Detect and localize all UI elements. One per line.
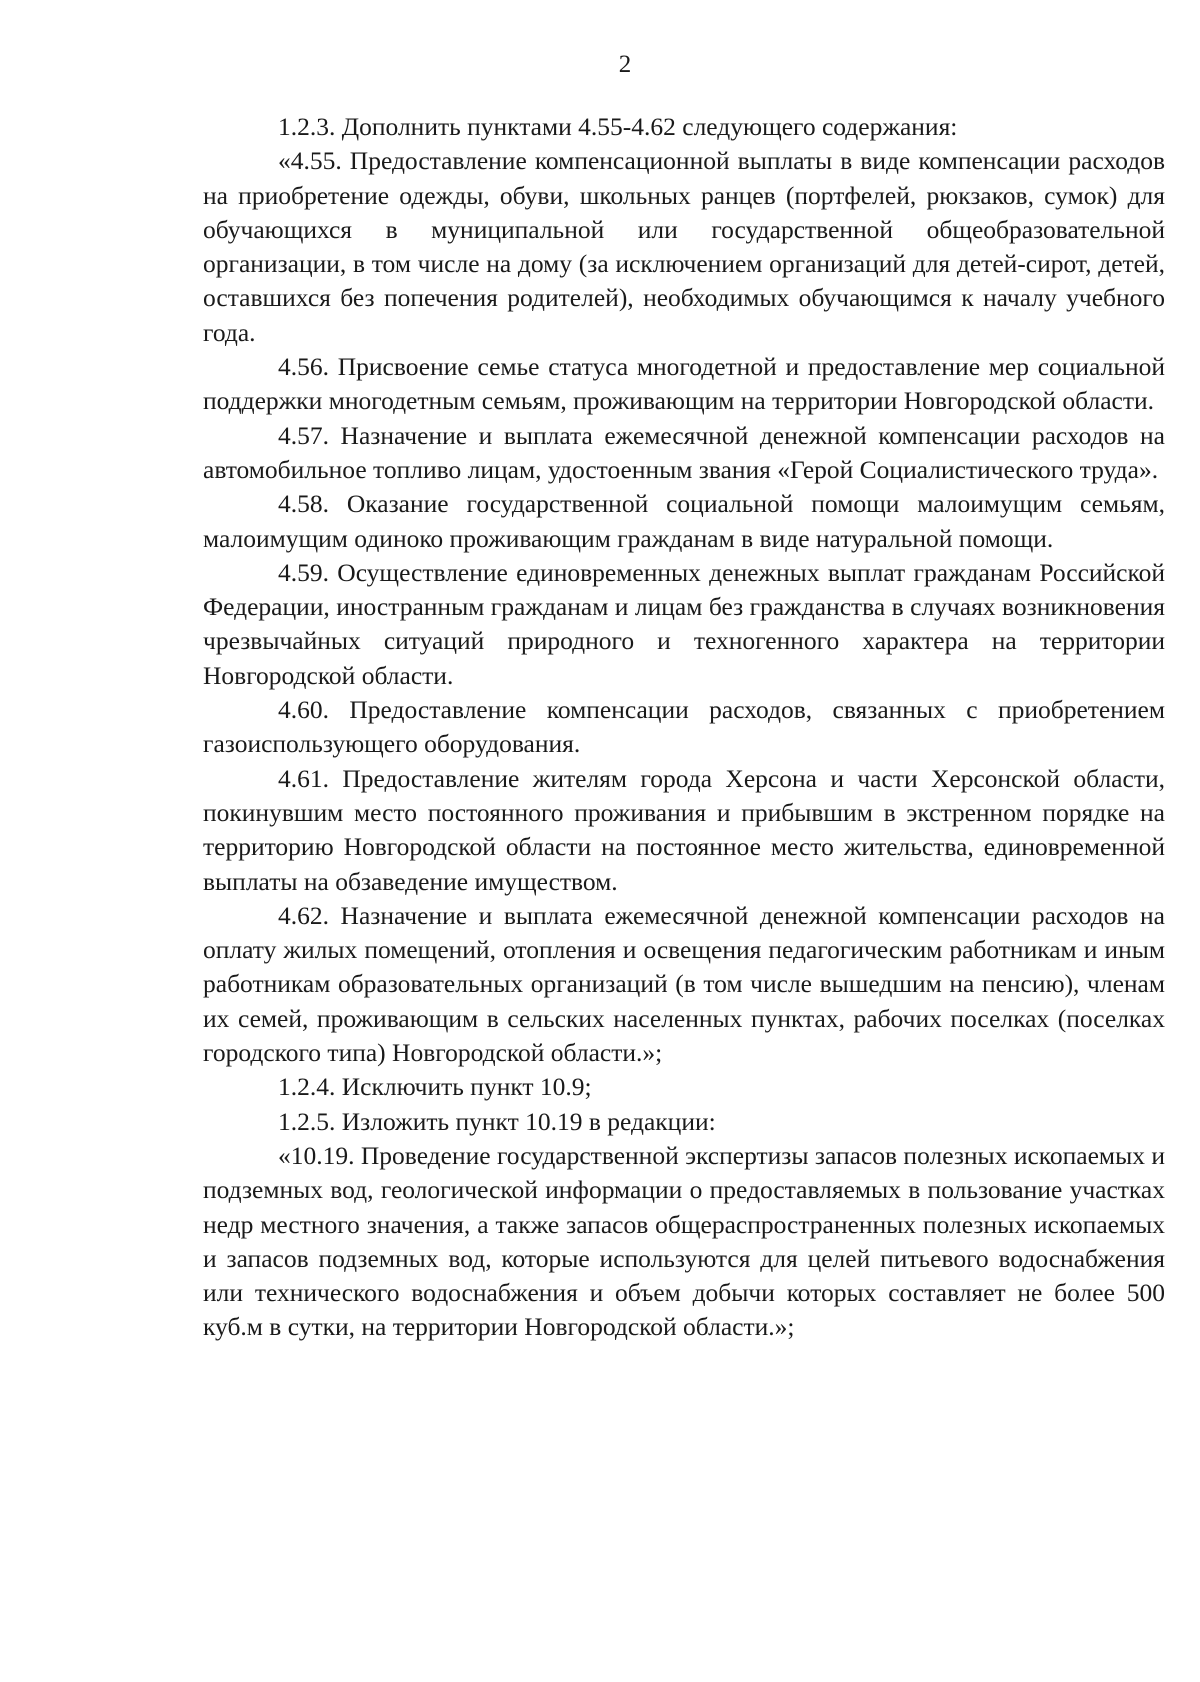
paragraph-1-2-4: 1.2.4. Исключить пункт 10.9; <box>278 1072 592 1102</box>
page-number: 2 <box>618 51 632 78</box>
paragraph-4-56: 4.56. Присвоение семье статуса многодетной и предоставление мер социальной поддержки многодетным семьям, проживающим на территории Новгородской области. <box>203 352 1165 416</box>
paragraph-4-55: «4.55. Предоставление компенсационной выплаты в виде компенсации расходов на приобретение одежды, обуви, школьных ранцев (портфелей, рюкзаков, сумок) для обучающихся в муниципальной или государственной общеобразовательной организации, в том числе на дому (за исключением организаций для детей-сирот, детей, оставшихся без попечения родителей), необходимых обучающимся к началу учебного года. <box>203 146 1165 347</box>
paragraph-4-60: 4.60. Предоставление компенсации расходов, связанных с приобретением газоиспользующего оборудования. <box>203 695 1165 759</box>
paragraph-4-62: 4.62. Назначение и выплата ежемесячной денежной компенсации расходов на оплату жилых помещений, отопления и освещения педагогическим работникам и иным работникам образовательных организаций (в том числе вышедшим на пенсию), членам их семей, проживающим в сельских населенных пунктах, рабочих поселках (поселках городского типа) Новгородской области.»; <box>203 900 1165 1068</box>
paragraph-4-57: 4.57. Назначение и выплата ежемесячной денежной компенсации расходов на автомобильное топливо лицам, удостоенным звания «Герой Социалистического труда». <box>203 420 1165 484</box>
paragraph-10-19: «10.19. Проведение государственной экспертизы запасов полезных ископаемых и подземных вод, геологической информации о предоставляемых в пользование участках недр местного значения, а также запасов общераспространенных полезных ископаемых и запасов подземных вод, которые используются для целей питьевого водоснабжения или технического водоснабжения и объем добычи которых составляет не более 500 куб.м в сутки, на территории Новгородской области.»; <box>203 1140 1165 1342</box>
paragraph-1-2-3: 1.2.3. Дополнить пунктами 4.55-4.62 следующего содержания: <box>278 112 958 141</box>
paragraph-1-2-5: 1.2.5. Изложить пункт 10.19 в редакции: <box>278 1106 716 1136</box>
paragraph-4-59: 4.59. Осуществление единовременных денежных выплат гражданам Российской Федерации, иностранным гражданам и лицам без гражданства в случаях возникновения чрезвычайных ситуаций природного и техногенного характера на территории Новгородской области. <box>203 557 1165 690</box>
paragraph-4-58: 4.58. Оказание государственной социальной помощи малоимущим семьям, малоимущим одиноко проживающим гражданам в виде натуральной помощи. <box>203 489 1165 553</box>
document-body <box>203 110 1165 1345</box>
paragraph-4-61: 4.61. Предоставление жителям города Херсона и части Херсонской области, покинувшим место постоянного проживания и прибывшим в экстренном порядке на территорию Новгородской области на постоянное место жительства, единовременной выплаты на обзаведение имуществом. <box>203 763 1165 896</box>
